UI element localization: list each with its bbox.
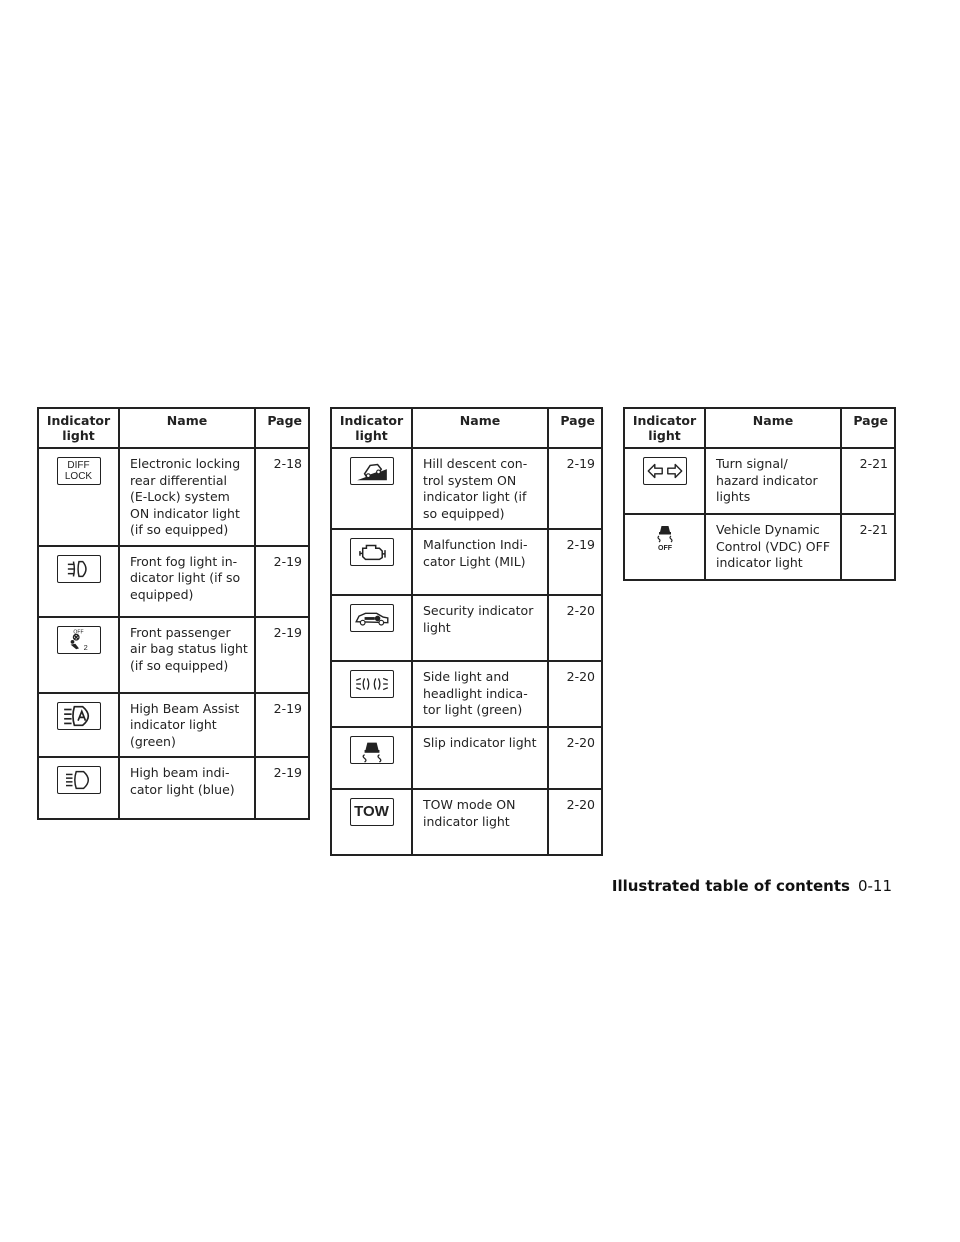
header-page: Page xyxy=(548,408,602,448)
slip-indicator-icon xyxy=(350,736,394,764)
name-cell: Hill descent con- trol system ON indicator light (if so equipped) xyxy=(412,448,548,529)
turn-signal-hazard-icon xyxy=(643,457,687,485)
svg-text:2: 2 xyxy=(83,642,88,652)
page-cell: 2-19 xyxy=(255,546,309,617)
name-cell: High Beam Assist indicator light (green) xyxy=(119,693,255,758)
high-beam-assist-icon xyxy=(57,702,101,730)
indicator-cell xyxy=(331,595,412,661)
table-row xyxy=(331,595,602,661)
table-row xyxy=(331,789,602,855)
page-cell: 2-19 xyxy=(548,529,602,595)
table-row xyxy=(331,727,602,789)
table-row xyxy=(38,546,309,617)
page-cell: 2-18 xyxy=(255,448,309,546)
front-fog-light-icon xyxy=(57,555,101,583)
indicator-cell xyxy=(38,617,119,693)
indicator-cell xyxy=(38,546,119,617)
page-footer xyxy=(612,877,892,895)
header-name: Name xyxy=(705,408,841,448)
footer-page-number: 0-11 xyxy=(857,877,892,895)
table-header-row xyxy=(624,408,895,448)
header-indicator-light: Indicator light xyxy=(331,408,412,448)
indicator-cell xyxy=(624,448,705,514)
header-name: Name xyxy=(119,408,255,448)
footer-section-title: Illustrated table of contents xyxy=(611,877,850,895)
indicator-cell xyxy=(38,448,119,546)
indicator-cell xyxy=(331,529,412,595)
header-page: Page xyxy=(841,408,895,448)
hill-descent-control-icon xyxy=(350,457,394,485)
indicator-cell xyxy=(38,757,119,819)
svg-text:OFF: OFF xyxy=(657,545,672,551)
table-header-row xyxy=(331,408,602,448)
page-cell: 2-20 xyxy=(548,595,602,661)
indicator-cell xyxy=(624,514,705,580)
page-cell: 2-20 xyxy=(548,789,602,855)
malfunction-indicator-engine-icon xyxy=(350,538,394,566)
name-cell: Turn signal/ hazard indicator lights xyxy=(705,448,841,514)
page-cell: 2-19 xyxy=(255,617,309,693)
table-row xyxy=(38,757,309,819)
table-header-row xyxy=(38,408,309,448)
table-row xyxy=(38,617,309,693)
page-cell: 2-20 xyxy=(548,661,602,727)
header-indicator-light: Indicator light xyxy=(38,408,119,448)
indicator-table-3 xyxy=(623,407,896,581)
indicator-cell xyxy=(331,727,412,789)
page-cell: 2-21 xyxy=(841,448,895,514)
page-cell: 2-21 xyxy=(841,514,895,580)
tow-mode-icon: TOW xyxy=(350,798,394,826)
name-cell: Security indicator light xyxy=(412,595,548,661)
table-row xyxy=(38,448,309,546)
indicator-cell xyxy=(331,661,412,727)
name-cell: Vehicle Dynamic Control (VDC) OFF indicator light xyxy=(705,514,841,580)
indicator-cell xyxy=(38,693,119,758)
indicator-cell xyxy=(331,789,412,855)
name-cell: Front fog light in- dicator light (if so equipped) xyxy=(119,546,255,617)
vdc-off-icon xyxy=(643,523,687,551)
name-cell: Side light and headlight indica- tor light (green) xyxy=(412,661,548,727)
page-cell: 2-19 xyxy=(255,693,309,758)
name-cell: High beam indi- cator light (blue) xyxy=(119,757,255,819)
table-row xyxy=(331,529,602,595)
name-cell: Malfunction Indi- cator Light (MIL) xyxy=(412,529,548,595)
header-name: Name xyxy=(412,408,548,448)
high-beam-icon xyxy=(57,766,101,794)
diff-lock-icon: DIFF LOCK xyxy=(57,457,101,485)
name-cell: Slip indicator light xyxy=(412,727,548,789)
header-page: Page xyxy=(255,408,309,448)
table-row xyxy=(38,693,309,758)
security-car-key-icon xyxy=(350,604,394,632)
side-light-headlight-icon xyxy=(350,670,394,698)
indicator-cell xyxy=(331,448,412,529)
page-cell: 2-20 xyxy=(548,727,602,789)
passenger-air-bag-status-icon xyxy=(57,626,101,654)
svg-text:OFF: OFF xyxy=(72,629,84,635)
table-row xyxy=(331,448,602,529)
indicator-table-2 xyxy=(330,407,603,856)
table-row xyxy=(624,514,895,580)
table-row xyxy=(331,661,602,727)
name-cell: Electronic locking rear differential (E-Lock) system ON indicator light (if so equipped) xyxy=(119,448,255,546)
name-cell: Front passenger air bag status light (if so equipped) xyxy=(119,617,255,693)
header-indicator-light: Indicator light xyxy=(624,408,705,448)
indicator-table-1 xyxy=(37,407,310,820)
name-cell: TOW mode ON indicator light xyxy=(412,789,548,855)
page-cell: 2-19 xyxy=(255,757,309,819)
table-row xyxy=(624,448,895,514)
page-cell: 2-19 xyxy=(548,448,602,529)
